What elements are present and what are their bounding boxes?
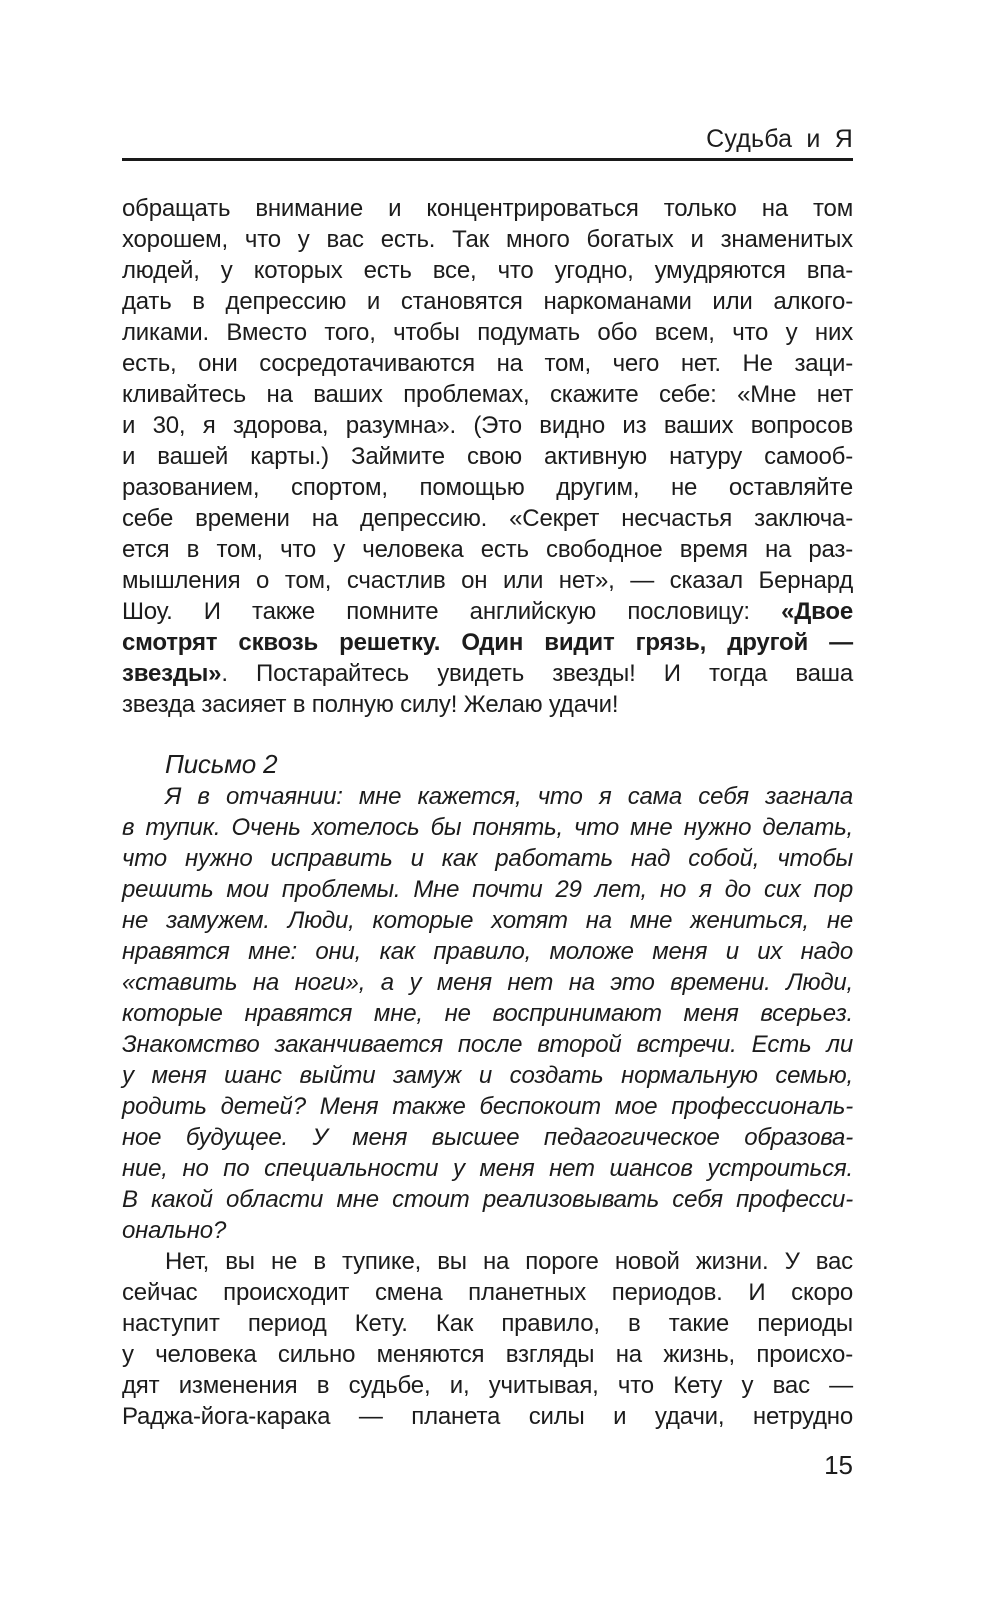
text-segment: дать в депрессию и становятся наркоманами или алкого- — [122, 288, 853, 315]
text-line — [122, 781, 853, 812]
text-segment: звезда засияет в полную силу! Желаю удачи! — [122, 691, 619, 718]
text-segment: нравятся мне: они, как правило, моложе меня и их надо — [122, 938, 853, 965]
text-line — [122, 348, 853, 379]
text-segment: обращать внимание и концентрироваться только на том — [122, 195, 853, 222]
header-rule — [122, 158, 853, 161]
text-line — [122, 627, 853, 658]
text-segment: которые нравятся мне, не воспринимают меня всерьез. — [122, 1000, 853, 1027]
text-line — [122, 193, 853, 224]
text-line — [122, 874, 853, 905]
text-segment: «ставить на ноги», а у меня нет на это времени. Люди, — [122, 969, 853, 996]
text-segment: и вашей карты.) Займите свою активную натуру самооб- — [122, 443, 853, 470]
text-segment: родить детей? Меня также беспокоит мое профессиональ- — [122, 1093, 853, 1120]
text-segment: людей, у которых есть все, что угодно, умудряются впа- — [122, 257, 853, 284]
text-line — [122, 843, 853, 874]
text-segment: хорошем, что у вас есть. Так много богатых и знаменитых — [122, 226, 853, 253]
text-line — [122, 255, 853, 286]
text-line — [122, 1091, 853, 1122]
bold-text-segment: смотрят сквозь решетку. Один видит грязь, другой — — [122, 629, 853, 656]
text-line — [122, 998, 853, 1029]
text-segment: не замужем. Люди, которые хотят на мне жениться, не — [122, 907, 853, 934]
text-segment: В какой области мне стоит реализовывать себя професси- — [122, 1186, 853, 1213]
text-segment: . Постарайтесь увидеть звезды! И тогда ваша — [221, 660, 853, 687]
text-segment: ное будущее. У меня высшее педагогическое образова- — [122, 1124, 853, 1151]
text-line — [122, 689, 853, 720]
text-segment: разованием, спортом, помощью другим, не оставляйте — [122, 474, 853, 501]
text-line — [122, 1339, 853, 1370]
text-segment: наступит период Кету. Как правило, в такие периоды — [122, 1310, 853, 1337]
text-line — [122, 1246, 853, 1277]
letter-2-heading: Письмо 2 — [165, 749, 278, 779]
text-line — [122, 936, 853, 967]
text-line — [122, 905, 853, 936]
text-line — [122, 503, 853, 534]
text-line — [122, 565, 853, 596]
text-line — [122, 410, 853, 441]
text-segment: Шоу. И также помните английскую пословицу: — [122, 598, 782, 625]
page-body — [122, 193, 853, 1432]
text-segment: ликами. Вместо того, чтобы подумать обо всем, что у них — [122, 319, 853, 346]
text-line — [122, 1122, 853, 1153]
text-segment: и 30, я здорова, разумна». (Это видно из ваших вопросов — [122, 412, 853, 439]
text-segment: у человека сильно меняются взгляды на жизнь, происхо- — [122, 1341, 853, 1368]
text-line — [122, 967, 853, 998]
text-line — [122, 1153, 853, 1184]
text-segment: ние, но по специальности у меня нет шансов устроиться. — [122, 1155, 853, 1182]
text-segment: онально? — [122, 1217, 227, 1244]
running-header-title: Судьба и Я — [706, 125, 853, 153]
text-line — [122, 812, 853, 843]
text-segment: ется в том, что у человека есть свободное время на раз- — [122, 536, 853, 563]
answer-paragraph-continued — [122, 193, 853, 720]
text-line — [122, 1401, 853, 1432]
text-segment: мышления о том, счастлив он или нет», — сказал Бернард — [122, 567, 853, 594]
text-line — [122, 1029, 853, 1060]
text-line — [122, 1308, 853, 1339]
text-segment: себе времени на депрессию. «Секрет несчастья заключа- — [122, 505, 853, 532]
answer-paragraph — [122, 1246, 853, 1432]
text-segment: у меня шанс выйти замуж и создать нормальную семью, — [122, 1062, 853, 1089]
text-segment: кливайтесь на ваших проблемах, скажите себе: «Мне нет — [122, 381, 853, 408]
text-line — [122, 286, 853, 317]
text-segment: Знакомство заканчивается после второй встречи. Есть ли — [122, 1031, 853, 1058]
text-line — [122, 224, 853, 255]
text-line — [122, 317, 853, 348]
text-line — [122, 472, 853, 503]
text-line — [122, 1277, 853, 1308]
page-number: 15 — [824, 1450, 853, 1480]
text-segment: сейчас происходит смена планетных периодов. И скоро — [122, 1279, 853, 1306]
text-segment: Я в отчаянии: мне кажется, что я сама себя загнала — [165, 783, 853, 810]
text-segment: Нет, вы не в тупике, вы на пороге новой жизни. У вас — [165, 1248, 853, 1275]
text-line — [122, 1060, 853, 1091]
letter-2-text — [122, 781, 853, 1246]
text-line — [122, 379, 853, 410]
text-line — [122, 1370, 853, 1401]
text-segment: Раджа-йога-карака — планета силы и удачи, нетрудно — [122, 1403, 853, 1430]
text-line — [122, 596, 853, 627]
bold-text-segment: «Двое — [781, 598, 853, 625]
text-line — [122, 1215, 853, 1246]
text-line — [122, 534, 853, 565]
bold-text-segment: звезды» — [122, 660, 222, 687]
text-line — [122, 1184, 853, 1215]
text-segment: дят изменения в судьбе, и, учитывая, что Кету у вас — — [122, 1372, 853, 1399]
text-line — [122, 441, 853, 472]
text-segment: есть, они сосредотачиваются на том, чего нет. Не заци- — [122, 350, 853, 377]
text-line — [122, 658, 853, 689]
text-segment: решить мои проблемы. Мне почти 29 лет, но я до сих пор — [122, 876, 853, 903]
text-segment: что нужно исправить и как работать над собой, чтобы — [122, 845, 853, 872]
text-segment: в тупик. Очень хотелось бы понять, что мне нужно делать, — [122, 814, 853, 841]
